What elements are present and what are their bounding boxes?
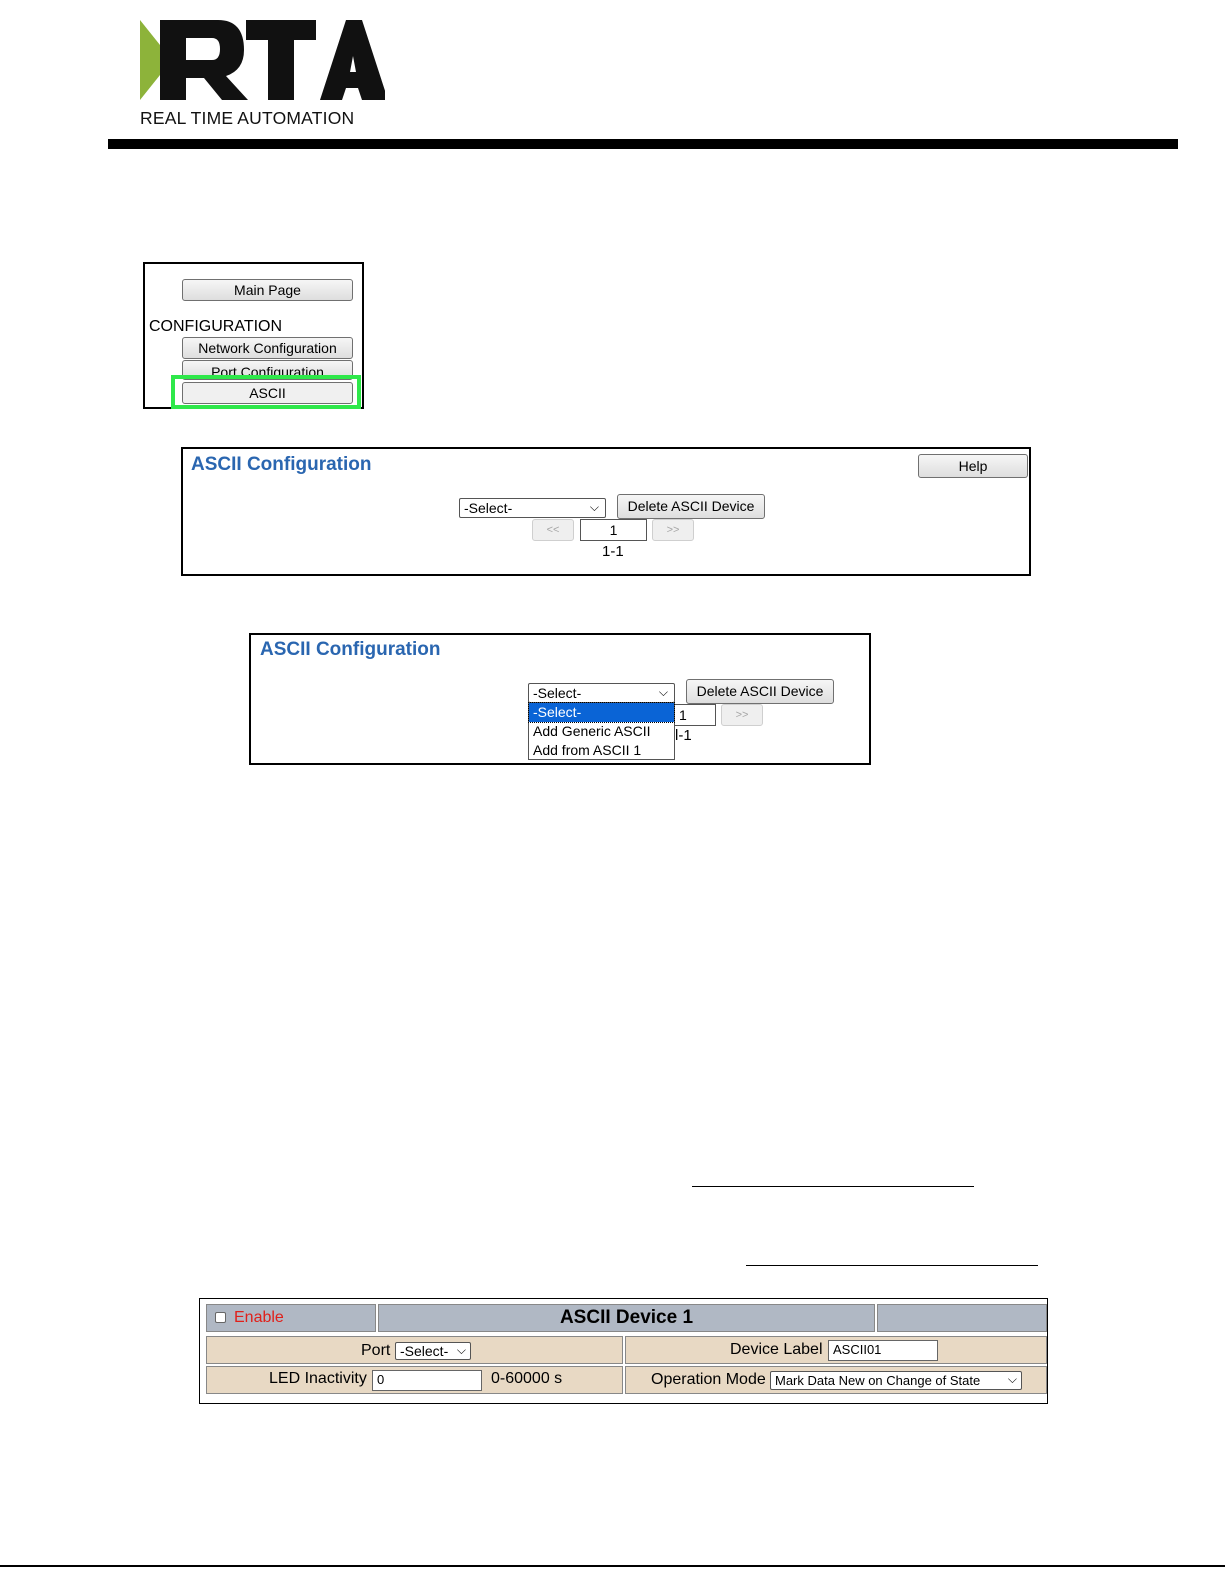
device-label-cell [625, 1336, 1047, 1364]
page-number-input[interactable]: 1 [580, 519, 647, 541]
led-inactivity-label: LED Inactivity [269, 1370, 367, 1387]
device-title: ASCII Device 1 [378, 1304, 875, 1332]
option-add-from-ascii-1[interactable]: Add from ASCII 1 [533, 742, 642, 758]
device-select-value: -Select- [533, 685, 582, 701]
chevron-down-icon: ⌵ [1007, 1372, 1017, 1386]
operation-mode-select[interactable] [770, 1371, 1022, 1390]
device-label-label: Device Label [730, 1341, 823, 1358]
header-empty-cell [877, 1304, 1047, 1332]
option-add-generic-ascii[interactable]: Add Generic ASCII [533, 723, 651, 739]
enable-label: Enable [234, 1309, 284, 1326]
panel-title: ASCII Configuration [260, 639, 441, 660]
device-select[interactable] [459, 498, 606, 518]
underline [692, 1186, 974, 1187]
network-configuration-button[interactable]: Network Configuration [182, 337, 353, 359]
header-rule [108, 139, 1178, 149]
operation-mode-label: Operation Mode [651, 1371, 766, 1388]
enable-cell [206, 1304, 376, 1332]
main-page-button[interactable]: Main Page [182, 279, 353, 301]
enable-checkbox[interactable] [215, 1312, 226, 1323]
next-page-button[interactable]: >> [721, 704, 763, 726]
device-label-input[interactable]: ASCII01 [828, 1340, 938, 1361]
page-number-input[interactable]: 1 [674, 704, 716, 726]
ascii-highlight-frame [171, 375, 361, 409]
page-range: l-1 [675, 727, 692, 744]
delete-ascii-device-button[interactable]: Delete ASCII Device [686, 679, 834, 704]
device-select[interactable] [528, 683, 675, 703]
chevron-down-icon: ⌵ [456, 1343, 466, 1357]
operation-mode-cell [625, 1366, 1047, 1394]
configuration-label: CONFIGURATION [149, 318, 283, 335]
led-inactivity-range: 0-60000 s [491, 1370, 563, 1387]
next-page-button[interactable]: >> [652, 519, 694, 541]
device-select-dropdown [528, 702, 675, 760]
led-inactivity-cell [206, 1366, 623, 1394]
port-label: Port [361, 1342, 391, 1359]
chevron-down-icon: ⌵ [589, 500, 599, 514]
port-select[interactable] [395, 1342, 471, 1360]
operation-mode-value: Mark Data New on Change of State [775, 1373, 981, 1388]
led-inactivity-input[interactable]: 0 [372, 1370, 482, 1391]
logo-subtitle: REAL TIME AUTOMATION [140, 108, 355, 128]
port-select-value: -Select- [400, 1343, 449, 1359]
device-select-value: -Select- [464, 500, 513, 516]
page-range: 1-1 [602, 543, 624, 560]
option-select[interactable]: -Select- [529, 703, 674, 722]
underline [746, 1265, 1038, 1266]
footer-rule [0, 1565, 1225, 1567]
port-configuration-button[interactable]: Port Configuration [182, 360, 353, 380]
help-button[interactable]: Help [918, 454, 1028, 478]
ascii-button[interactable]: ASCII [182, 382, 353, 404]
port-cell [206, 1336, 623, 1364]
prev-page-button[interactable]: << [532, 519, 574, 541]
chevron-down-icon: ⌵ [658, 685, 668, 699]
panel-title: ASCII Configuration [191, 454, 372, 475]
delete-ascii-device-button[interactable]: Delete ASCII Device [617, 494, 765, 519]
